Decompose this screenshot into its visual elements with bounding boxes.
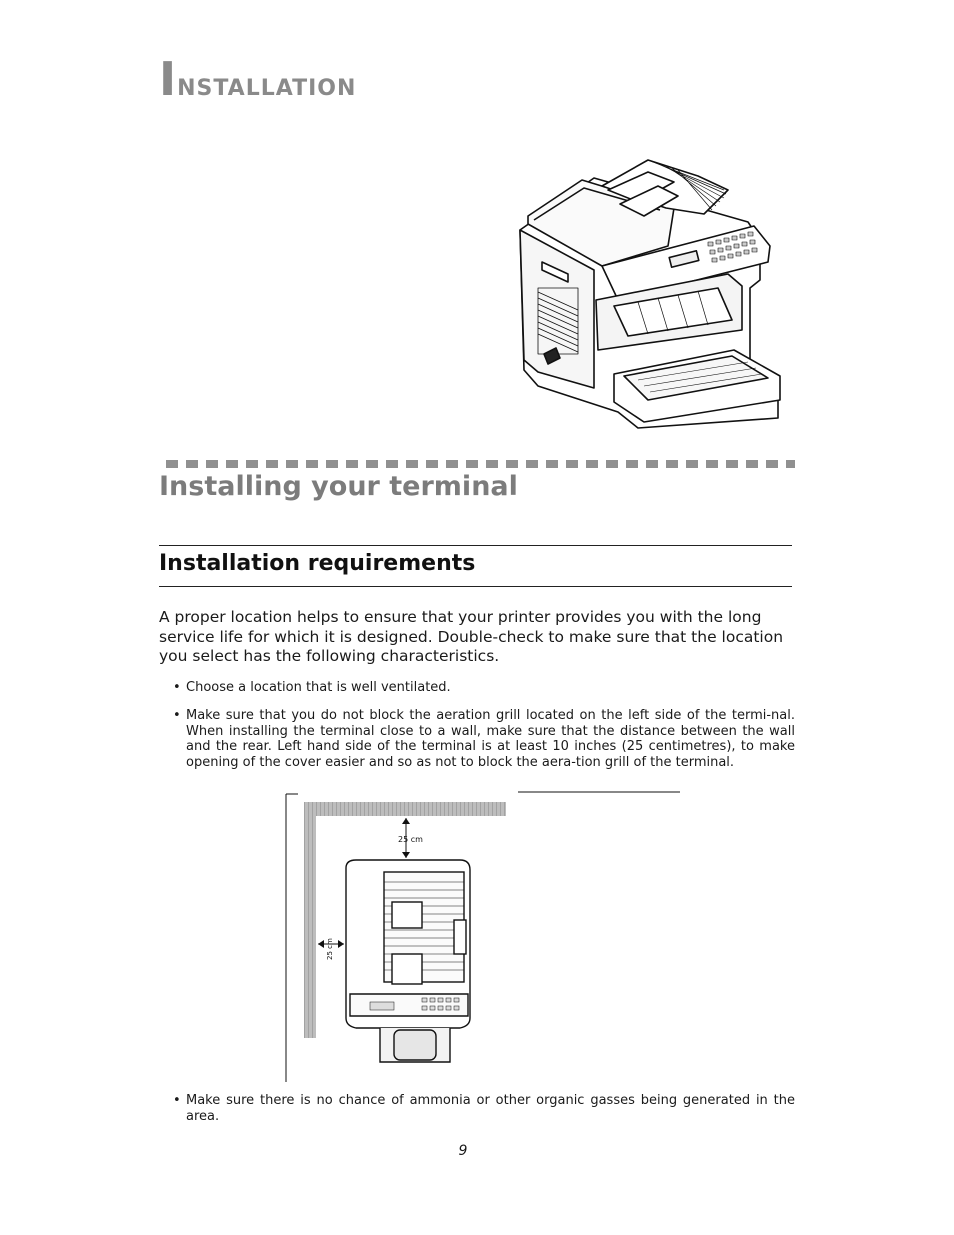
subsection-rule-bottom xyxy=(159,586,792,587)
intro-paragraph: A proper location helps to ensure that your printer provides you with the long service life for which it is designed. Double-check to make sure that the location you select has the following characteristics. xyxy=(159,608,784,665)
bullet-icon: • xyxy=(173,680,181,695)
top-clearance-label: 25 cm xyxy=(398,835,423,844)
chapter-title xyxy=(159,52,356,106)
printer-illustration xyxy=(498,150,790,432)
list-item xyxy=(173,680,795,696)
bullet-icon: • xyxy=(173,1093,181,1108)
dotted-divider xyxy=(166,460,795,468)
subsection-rule-top xyxy=(159,545,792,546)
list-item xyxy=(173,708,795,770)
chapter-title-first-letter: I xyxy=(159,52,178,106)
list-item-text: Choose a location that is well ventilated. xyxy=(186,680,451,695)
section-title: Installing your terminal xyxy=(159,471,518,502)
side-clearance-label: 25 cm xyxy=(326,938,334,960)
list-item-text: Make sure there is no chance of ammonia or other organic gasses being generated in the area. xyxy=(186,1093,795,1124)
chapter-title-rest: nstallation xyxy=(177,65,357,103)
clearance-diagram xyxy=(284,790,684,1082)
subsection-title: Installation requirements xyxy=(159,551,476,576)
bullet-icon: • xyxy=(173,708,181,723)
page-number: 9 xyxy=(458,1143,468,1159)
list-item xyxy=(173,1093,795,1124)
list-item-text: Make sure that you do not block the aeration grill located on the left side of the termi-nal. When installing the terminal close to a wall, make sure that the distance between the wall and the rear. Left hand side of the terminal is at least 10 inches (25 centimetres), to make opening of the cover easier and so as not to block the aera-tion grill of the terminal. xyxy=(186,708,795,770)
